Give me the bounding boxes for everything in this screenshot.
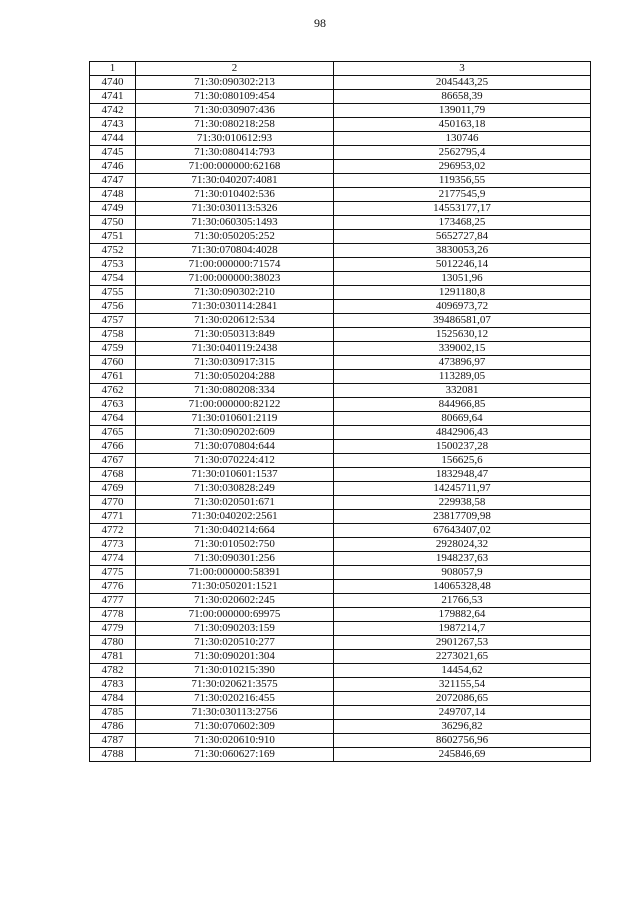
row-number-cell: 4777 — [90, 594, 136, 608]
value-cell: 3830053,26 — [334, 244, 591, 258]
cadastral-number-cell: 71:30:060627:169 — [136, 748, 334, 762]
cadastral-number-cell: 71:00:000000:62168 — [136, 160, 334, 174]
row-number-cell: 4749 — [90, 202, 136, 216]
value-cell: 249707,14 — [334, 706, 591, 720]
cadastral-number-cell: 71:30:090302:213 — [136, 76, 334, 90]
row-number-cell: 4761 — [90, 370, 136, 384]
row-number-cell: 4740 — [90, 76, 136, 90]
cadastral-number-cell: 71:30:070804:644 — [136, 440, 334, 454]
cadastral-value-table — [89, 61, 591, 762]
row-number-cell: 4782 — [90, 664, 136, 678]
cadastral-number-cell: 71:30:030113:2756 — [136, 706, 334, 720]
cadastral-number-cell: 71:30:050313:849 — [136, 328, 334, 342]
table-row — [90, 258, 591, 272]
table-row — [90, 622, 591, 636]
cadastral-number-cell: 71:30:030917:315 — [136, 356, 334, 370]
value-cell: 296953,02 — [334, 160, 591, 174]
cadastral-number-cell: 71:30:090201:304 — [136, 650, 334, 664]
cadastral-number-cell: 71:30:040119:2438 — [136, 342, 334, 356]
cadastral-number-cell: 71:00:000000:82122 — [136, 398, 334, 412]
table-row — [90, 118, 591, 132]
cadastral-number-cell: 71:30:070224:412 — [136, 454, 334, 468]
row-number-cell: 4767 — [90, 454, 136, 468]
value-cell: 473896,97 — [334, 356, 591, 370]
table-row — [90, 454, 591, 468]
value-cell: 14065328,48 — [334, 580, 591, 594]
value-cell: 450163,18 — [334, 118, 591, 132]
cadastral-number-cell: 71:00:000000:69975 — [136, 608, 334, 622]
cadastral-number-cell: 71:30:050204:288 — [136, 370, 334, 384]
table-row — [90, 510, 591, 524]
value-cell: 130746 — [334, 132, 591, 146]
cadastral-number-cell: 71:30:050205:252 — [136, 230, 334, 244]
value-cell: 5012246,14 — [334, 258, 591, 272]
table-row — [90, 314, 591, 328]
value-cell: 179882,64 — [334, 608, 591, 622]
cadastral-number-cell: 71:00:000000:58391 — [136, 566, 334, 580]
table-row — [90, 482, 591, 496]
row-number-cell: 4762 — [90, 384, 136, 398]
table-row — [90, 272, 591, 286]
row-number-cell: 4755 — [90, 286, 136, 300]
cadastral-number-cell: 71:30:090203:159 — [136, 622, 334, 636]
cadastral-number-cell: 71:30:020216:455 — [136, 692, 334, 706]
table-row — [90, 146, 591, 160]
row-number-cell: 4780 — [90, 636, 136, 650]
value-cell: 119356,55 — [334, 174, 591, 188]
table-row — [90, 328, 591, 342]
cadastral-number-cell: 71:30:030828:249 — [136, 482, 334, 496]
row-number-cell: 4765 — [90, 426, 136, 440]
column-header-cadastral-number: 2 — [136, 62, 334, 76]
cadastral-number-cell: 71:30:020501:671 — [136, 496, 334, 510]
value-cell: 14245711,97 — [334, 482, 591, 496]
cadastral-number-cell: 71:30:080414:793 — [136, 146, 334, 160]
row-number-cell: 4746 — [90, 160, 136, 174]
table-row — [90, 692, 591, 706]
table-row — [90, 300, 591, 314]
row-number-cell: 4779 — [90, 622, 136, 636]
table-row — [90, 650, 591, 664]
value-cell: 245846,69 — [334, 748, 591, 762]
table-header-row — [90, 62, 591, 76]
cadastral-number-cell: 71:30:030113:5326 — [136, 202, 334, 216]
cadastral-number-cell: 71:30:010612:93 — [136, 132, 334, 146]
cadastral-number-cell: 71:30:020610:910 — [136, 734, 334, 748]
value-cell: 332081 — [334, 384, 591, 398]
table-row — [90, 384, 591, 398]
value-cell: 139011,79 — [334, 104, 591, 118]
cadastral-number-cell: 71:00:000000:38023 — [136, 272, 334, 286]
row-number-cell: 4741 — [90, 90, 136, 104]
cadastral-number-cell: 71:30:070602:309 — [136, 720, 334, 734]
cadastral-number-cell: 71:30:020602:245 — [136, 594, 334, 608]
table-row — [90, 286, 591, 300]
row-number-cell: 4751 — [90, 230, 136, 244]
table-body — [90, 76, 591, 762]
row-number-cell: 4787 — [90, 734, 136, 748]
row-number-cell: 4788 — [90, 748, 136, 762]
row-number-cell: 4753 — [90, 258, 136, 272]
cadastral-number-cell: 71:30:010502:750 — [136, 538, 334, 552]
value-cell: 2045443,25 — [334, 76, 591, 90]
cadastral-number-cell: 71:30:010601:2119 — [136, 412, 334, 426]
value-cell: 13051,96 — [334, 272, 591, 286]
row-number-cell: 4757 — [90, 314, 136, 328]
value-cell: 21766,53 — [334, 594, 591, 608]
row-number-cell: 4786 — [90, 720, 136, 734]
row-number-cell: 4744 — [90, 132, 136, 146]
table-row — [90, 720, 591, 734]
table-row — [90, 216, 591, 230]
cadastral-number-cell: 71:30:090302:210 — [136, 286, 334, 300]
cadastral-number-cell: 71:30:010601:1537 — [136, 468, 334, 482]
value-cell: 14553177,17 — [334, 202, 591, 216]
row-number-cell: 4756 — [90, 300, 136, 314]
value-cell: 2562795,4 — [334, 146, 591, 160]
table-row — [90, 426, 591, 440]
value-cell: 2901267,53 — [334, 636, 591, 650]
value-cell: 1987214,7 — [334, 622, 591, 636]
row-number-cell: 4750 — [90, 216, 136, 230]
table-row — [90, 412, 591, 426]
value-cell: 1948237,63 — [334, 552, 591, 566]
table-row — [90, 370, 591, 384]
cadastral-number-cell: 71:30:020612:534 — [136, 314, 334, 328]
row-number-cell: 4754 — [90, 272, 136, 286]
row-number-cell: 4764 — [90, 412, 136, 426]
row-number-cell: 4758 — [90, 328, 136, 342]
value-cell: 1291180,8 — [334, 286, 591, 300]
row-number-cell: 4772 — [90, 524, 136, 538]
row-number-cell: 4752 — [90, 244, 136, 258]
table-row — [90, 76, 591, 90]
cadastral-number-cell: 71:30:080109:454 — [136, 90, 334, 104]
table-row — [90, 496, 591, 510]
row-number-cell: 4775 — [90, 566, 136, 580]
cadastral-number-cell: 71:30:040214:664 — [136, 524, 334, 538]
value-cell: 844966,85 — [334, 398, 591, 412]
cadastral-number-cell: 71:30:080208:334 — [136, 384, 334, 398]
row-number-cell: 4759 — [90, 342, 136, 356]
row-number-cell: 4743 — [90, 118, 136, 132]
cadastral-number-cell: 71:30:090301:256 — [136, 552, 334, 566]
value-cell: 339002,15 — [334, 342, 591, 356]
cadastral-number-cell: 71:30:050201:1521 — [136, 580, 334, 594]
table-row — [90, 566, 591, 580]
column-header-number: 1 — [90, 62, 136, 76]
row-number-cell: 4776 — [90, 580, 136, 594]
table-row — [90, 748, 591, 762]
table-row — [90, 664, 591, 678]
value-cell: 229938,58 — [334, 496, 591, 510]
value-cell: 2273021,65 — [334, 650, 591, 664]
row-number-cell: 4778 — [90, 608, 136, 622]
value-cell: 36296,82 — [334, 720, 591, 734]
table-row — [90, 608, 591, 622]
cadastral-number-cell: 71:30:040202:2561 — [136, 510, 334, 524]
table-row — [90, 594, 591, 608]
row-number-cell: 4769 — [90, 482, 136, 496]
value-cell: 321155,54 — [334, 678, 591, 692]
table-row — [90, 230, 591, 244]
value-cell: 173468,25 — [334, 216, 591, 230]
page-number: 98 — [314, 16, 326, 30]
value-cell: 8602756,96 — [334, 734, 591, 748]
table-row — [90, 90, 591, 104]
cadastral-number-cell: 71:30:010215:390 — [136, 664, 334, 678]
table-row — [90, 552, 591, 566]
row-number-cell: 4773 — [90, 538, 136, 552]
cadastral-number-cell: 71:30:080218:258 — [136, 118, 334, 132]
row-number-cell: 4771 — [90, 510, 136, 524]
value-cell: 39486581,07 — [334, 314, 591, 328]
value-cell: 156625,6 — [334, 454, 591, 468]
cadastral-number-cell: 71:30:040207:4081 — [136, 174, 334, 188]
cadastral-number-cell: 71:30:030907:436 — [136, 104, 334, 118]
row-number-cell: 4747 — [90, 174, 136, 188]
table-row — [90, 132, 591, 146]
row-number-cell: 4774 — [90, 552, 136, 566]
cadastral-number-cell: 71:30:010402:536 — [136, 188, 334, 202]
table-row — [90, 580, 591, 594]
table-row — [90, 468, 591, 482]
row-number-cell: 4783 — [90, 678, 136, 692]
value-cell: 4842906,43 — [334, 426, 591, 440]
table-row — [90, 174, 591, 188]
row-number-cell: 4785 — [90, 706, 136, 720]
value-cell: 2072086,65 — [334, 692, 591, 706]
row-number-cell: 4763 — [90, 398, 136, 412]
table-row — [90, 160, 591, 174]
row-number-cell: 4781 — [90, 650, 136, 664]
table-row — [90, 202, 591, 216]
value-cell: 908057,9 — [334, 566, 591, 580]
table-row — [90, 538, 591, 552]
cadastral-number-cell: 71:30:070804:4028 — [136, 244, 334, 258]
row-number-cell: 4770 — [90, 496, 136, 510]
row-number-cell: 4768 — [90, 468, 136, 482]
column-header-value: 3 — [334, 62, 591, 76]
table-row — [90, 188, 591, 202]
cadastral-number-cell: 71:30:020510:277 — [136, 636, 334, 650]
value-cell: 4096973,72 — [334, 300, 591, 314]
value-cell: 67643407,02 — [334, 524, 591, 538]
row-number-cell: 4766 — [90, 440, 136, 454]
cadastral-number-cell: 71:30:030114:2841 — [136, 300, 334, 314]
cadastral-number-cell: 71:30:090202:609 — [136, 426, 334, 440]
value-cell: 1832948,47 — [334, 468, 591, 482]
table-row — [90, 636, 591, 650]
table-row — [90, 706, 591, 720]
row-number-cell: 4745 — [90, 146, 136, 160]
value-cell: 2928024,32 — [334, 538, 591, 552]
value-cell: 113289,05 — [334, 370, 591, 384]
cadastral-number-cell: 71:30:060305:1493 — [136, 216, 334, 230]
value-cell: 23817709,98 — [334, 510, 591, 524]
value-cell: 1525630,12 — [334, 328, 591, 342]
table-row — [90, 440, 591, 454]
row-number-cell: 4742 — [90, 104, 136, 118]
table-row — [90, 342, 591, 356]
row-number-cell: 4784 — [90, 692, 136, 706]
value-cell: 1500237,28 — [334, 440, 591, 454]
table-row — [90, 104, 591, 118]
value-cell: 5652727,84 — [334, 230, 591, 244]
table-row — [90, 356, 591, 370]
row-number-cell: 4760 — [90, 356, 136, 370]
value-cell: 86658,39 — [334, 90, 591, 104]
cadastral-number-cell: 71:00:000000:71574 — [136, 258, 334, 272]
table-row — [90, 734, 591, 748]
row-number-cell: 4748 — [90, 188, 136, 202]
cadastral-number-cell: 71:30:020621:3575 — [136, 678, 334, 692]
value-cell: 2177545,9 — [334, 188, 591, 202]
table-row — [90, 244, 591, 258]
value-cell: 14454,62 — [334, 664, 591, 678]
value-cell: 80669,64 — [334, 412, 591, 426]
table-row — [90, 678, 591, 692]
table-row — [90, 398, 591, 412]
table-row — [90, 524, 591, 538]
